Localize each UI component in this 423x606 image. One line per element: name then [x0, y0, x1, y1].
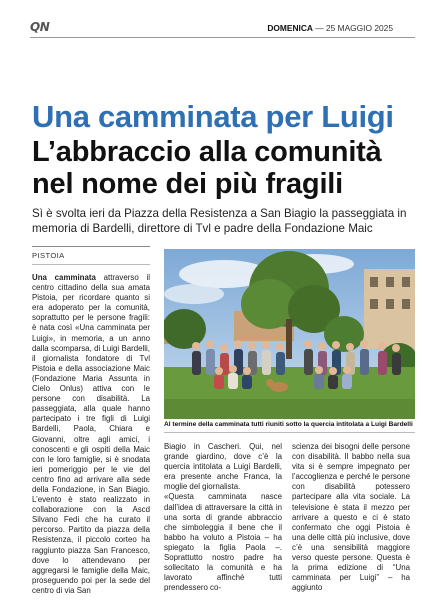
- group-photo-illustration: [164, 249, 415, 419]
- article-column-1-text: attraverso il centro cittadino della sua amata Pistoia, per ricordare quanto si era adoperato per la comunità, soprattutto per le persone fragili: è nata così «Una camminata per Luigi», in memoria, a un anno dalla scomparsa, di Luigi Bardelli, il giornalista fondatore di Tvl Pistoia e della associazione Maic (Fondazione Maria Assunta in Cielo Onlus) attiva con le persone con disabilità. La passeggiata, alla quale hanno partecipato i tre figli di Luigi Bardelli, Paola, Chiara e Giovanni, oltre agli amici, i conoscenti e gli ospiti della Maic con le loro famiglie, si è snodata ieri pomeriggio per le vie del centro fino ad arrivare alla sede della Fondazione, in San Biagio. L’evento è stato realizzato in collaborazione con la Ascd Silvano Fedi che ha curato il percorso. Partito da piazza della Resistenza, il piccolo corteo ha raggiunto piazza San Francesco, dove lo attendevano per aggregarsi le famiglie della Maic, proseguendo poi per la sede del centro di via San: [32, 273, 150, 595]
- dateline: [267, 23, 393, 33]
- photo-caption: Al termine della camminata tutti riuniti sotto la quercia intitolata a Luigi Bardelli: [164, 421, 413, 428]
- article-kicker: Una camminata per Luigi: [32, 99, 394, 134]
- section-label: PISTOIA: [32, 251, 65, 260]
- article-column-2: Biagio in Cascheri. Qui, nel grande giardino, dove c’è la quercia intitolata a Luigi Bardelli, era presente anche Franca, la moglie del giornalista. «Questa camminata nasce dall’idea di attraversare la città in una sorta di grande abbraccio che simboleggia il bene che il babbo ha voluto a Pistoia – ha spiegato la figlia Paola –. Soprattutto nostro padre ha sollecitato la comunità e ha lavorato affinché tutti prendessero co-: [164, 442, 282, 593]
- article-column-1: [32, 273, 150, 596]
- article-headline: L’abbraccio alla comunità nel nome dei più fragili: [32, 136, 382, 200]
- newspaper-logo: QN: [30, 20, 50, 34]
- article-photo: [164, 249, 415, 419]
- article-column-3: scienza dei bisogni delle persone con disabilità. Il babbo nella sua vita si è sempre impegnato per l’accoglienza e perché le persone con disabilità potessero partecipare alla vita sociale. La televisione è stata il mezzo per arrivare a questo e ci è stato confermato che oggi Pistoia è una delle città più inclusive, dove c’è una sensibilità maggiore verso queste persone. Questa è la prima edizione di “Una camminata per Luigi” – ha aggiunto: [292, 442, 410, 593]
- caption-rule: [164, 432, 415, 433]
- article-deck: Sì è svolta ieri da Piazza della Resistenza a San Biagio la passeggiata in memoria di Bardelli, direttore di Tvl e padre della Fondazione Maic: [32, 207, 407, 235]
- header-rule: [30, 37, 415, 38]
- dateline-date: 25 MAGGIO 2025: [325, 23, 393, 33]
- dateline-day: DOMENICA: [267, 23, 313, 33]
- page-header: [0, 0, 423, 38]
- dateline-separator: —: [315, 23, 324, 33]
- article-lead: Una camminata: [32, 273, 96, 282]
- section-rule-top: [32, 246, 150, 247]
- section-rule-bottom: [32, 264, 150, 265]
